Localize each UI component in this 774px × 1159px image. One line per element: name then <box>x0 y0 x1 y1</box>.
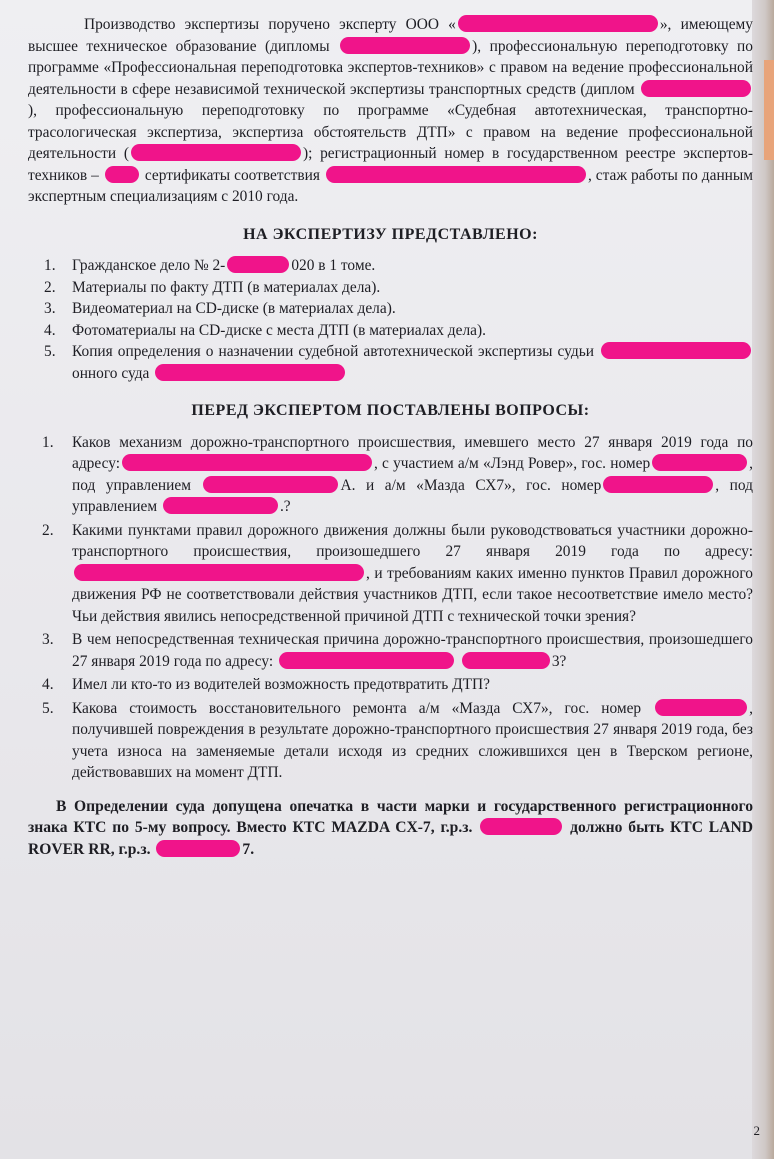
redaction-mark <box>641 80 751 97</box>
typo-note <box>28 796 753 861</box>
redaction-mark <box>163 497 278 514</box>
submitted-materials-list <box>28 255 753 384</box>
intro-text-5: ); регистрационный номер в государственном реестре экспертов-техников – <box>28 145 753 184</box>
question-number: 2. <box>42 521 54 539</box>
redaction-mark <box>462 652 550 669</box>
note-text: должно быть КТС LAND ROVER RR, г.р.з. <box>28 819 753 858</box>
question-item <box>28 674 753 696</box>
question-number: 3. <box>42 631 54 648</box>
question-text: Имел ли кто-то из водителей возможность предотвратить ДТП? <box>72 676 491 693</box>
sticky-tab <box>764 60 774 160</box>
redaction-mark <box>480 818 562 835</box>
redaction-mark <box>203 476 338 493</box>
question-text: , получившей повреждения в результате дорожно-транспортного происшествия 27 января 2019 года, без учета износа на заменяемые детали исходя из средних сложившихся цен в Тверском регионе, действовавших на момент ДТП. <box>72 699 753 781</box>
question-text: , под управлением <box>72 476 753 515</box>
redaction-mark <box>122 454 372 471</box>
redaction-mark <box>601 342 751 359</box>
question-text: , с участием а/м «Лэнд Ровер», гос. номер <box>373 455 651 472</box>
intro-text-7: , стаж работы по данным экспертным специализациям с 2010 года. <box>28 166 754 205</box>
redaction-mark <box>458 15 658 32</box>
intro-text-3: ), профессиональную переподготовку по программе «Профессиональная переподготовка экспертов-техников» с правом на ведение профессиональной деятельности в сфере независимой технической экспертизы транспортных средств (диплом <box>28 37 753 98</box>
note-text: В Определении суда допущена опечатка в части марки и государственного регистрационного знака КТС по 5-му вопросу. Вместо КТС MAZDA CX-7, г.р.з. <box>28 797 753 836</box>
redaction-mark <box>652 454 747 471</box>
page-edge-shadow <box>752 0 774 1159</box>
redaction-mark <box>74 564 364 581</box>
question-text: В чем непосредственная техническая причина дорожно-транспортного происшествия, произошедшего 27 января 2019 года по адресу: <box>72 631 753 670</box>
item-text: онного суда <box>72 364 150 382</box>
item-text: Материалы по факту ДТП (в материалах дела). <box>72 278 381 296</box>
question-text: .? <box>279 498 291 515</box>
redaction-mark <box>655 699 747 716</box>
intro-text-6: сертификаты соответствия <box>144 166 320 184</box>
redaction-mark <box>603 476 713 493</box>
item-text: Видеоматериал на CD-диске (в материалах дела). <box>72 300 396 317</box>
item-number: 2. <box>44 278 56 296</box>
question-number: 4. <box>42 676 54 693</box>
question-text: Какова стоимость восстановительного ремонта а/м «Мазда СХ7», гос. номер <box>72 699 642 717</box>
item-number: 1. <box>44 257 56 274</box>
question-number: 1. <box>42 433 54 451</box>
question-item <box>28 698 753 784</box>
redaction-mark <box>156 840 240 857</box>
list-item <box>28 298 753 320</box>
question-text: Каков механизм дорожно-транспортного происшествия, имевшего место 27 января 2019 года по адресу: <box>72 433 753 472</box>
item-number: 4. <box>44 321 56 339</box>
section-title-questions: ПЕРЕД ЭКСПЕРТОМ ПОСТАВЛЕНЫ ВОПРОСЫ: <box>191 402 590 419</box>
list-item <box>28 341 753 384</box>
redaction-mark <box>155 364 345 381</box>
item-text: 020 в 1 томе. <box>291 257 376 274</box>
item-text: Гражданское дело № 2- <box>72 257 226 274</box>
item-text: Фотоматериалы на CD-диске с места ДТП (в материалах дела). <box>72 321 486 339</box>
note-text: 7. <box>242 840 255 858</box>
question-item <box>28 629 753 672</box>
question-text: , под управлением <box>72 455 753 494</box>
redaction-mark <box>279 652 454 669</box>
redaction-mark <box>227 256 289 273</box>
redaction-mark <box>105 166 139 183</box>
question-text: Какими пунктами правил дорожного движения должны были руководствоваться участники дорожно-транспортного происшествия, произошедшего 27 января 2019 года по адресу: <box>72 521 753 560</box>
question-number: 5. <box>42 699 54 717</box>
item-number: 3. <box>44 300 56 317</box>
list-item <box>28 320 753 342</box>
intro-text-2: », имеющему высшее техническое образование (дипломы <box>28 16 753 55</box>
questions-list <box>28 432 753 784</box>
intro-text-1: Производство экспертизы поручено эксперту ООО « <box>84 16 456 33</box>
redaction-mark <box>131 144 301 161</box>
question-text: 3? <box>551 652 567 670</box>
section-title-submitted: НА ЭКСПЕРТИЗУ ПРЕДСТАВЛЕНО: <box>243 225 538 243</box>
intro-text-4: ), профессиональную переподготовку по программе «Судебная автотехническая, транспортно-трасологическая экспертиза, экспертиза обстоятельств ДТП» с правом на ведение профессиональной деятельности ( <box>28 102 753 162</box>
redaction-mark <box>326 166 586 183</box>
page-number: 2 <box>753 1123 760 1138</box>
list-item <box>28 255 753 277</box>
document-body <box>28 14 753 876</box>
item-text: Копия определения о назначении судебной автотехнической экспертизы судьи <box>72 343 594 360</box>
question-text: А. и а/м «Мазда СХ7», гос. номер <box>340 476 602 494</box>
question-text: , и требованиям каких именно пунктов Правил дорожного движения РФ не соответствовали действия участников ДТП, если такое несоответствие имело место? Чьи действия явились непосредственной причиной ДТП с технической точки зрения? <box>72 564 753 625</box>
question-item <box>28 520 753 628</box>
question-item <box>28 432 753 518</box>
redaction-mark <box>340 37 470 54</box>
list-item <box>28 277 753 299</box>
item-number: 5. <box>44 343 56 360</box>
intro-paragraph <box>28 14 753 208</box>
